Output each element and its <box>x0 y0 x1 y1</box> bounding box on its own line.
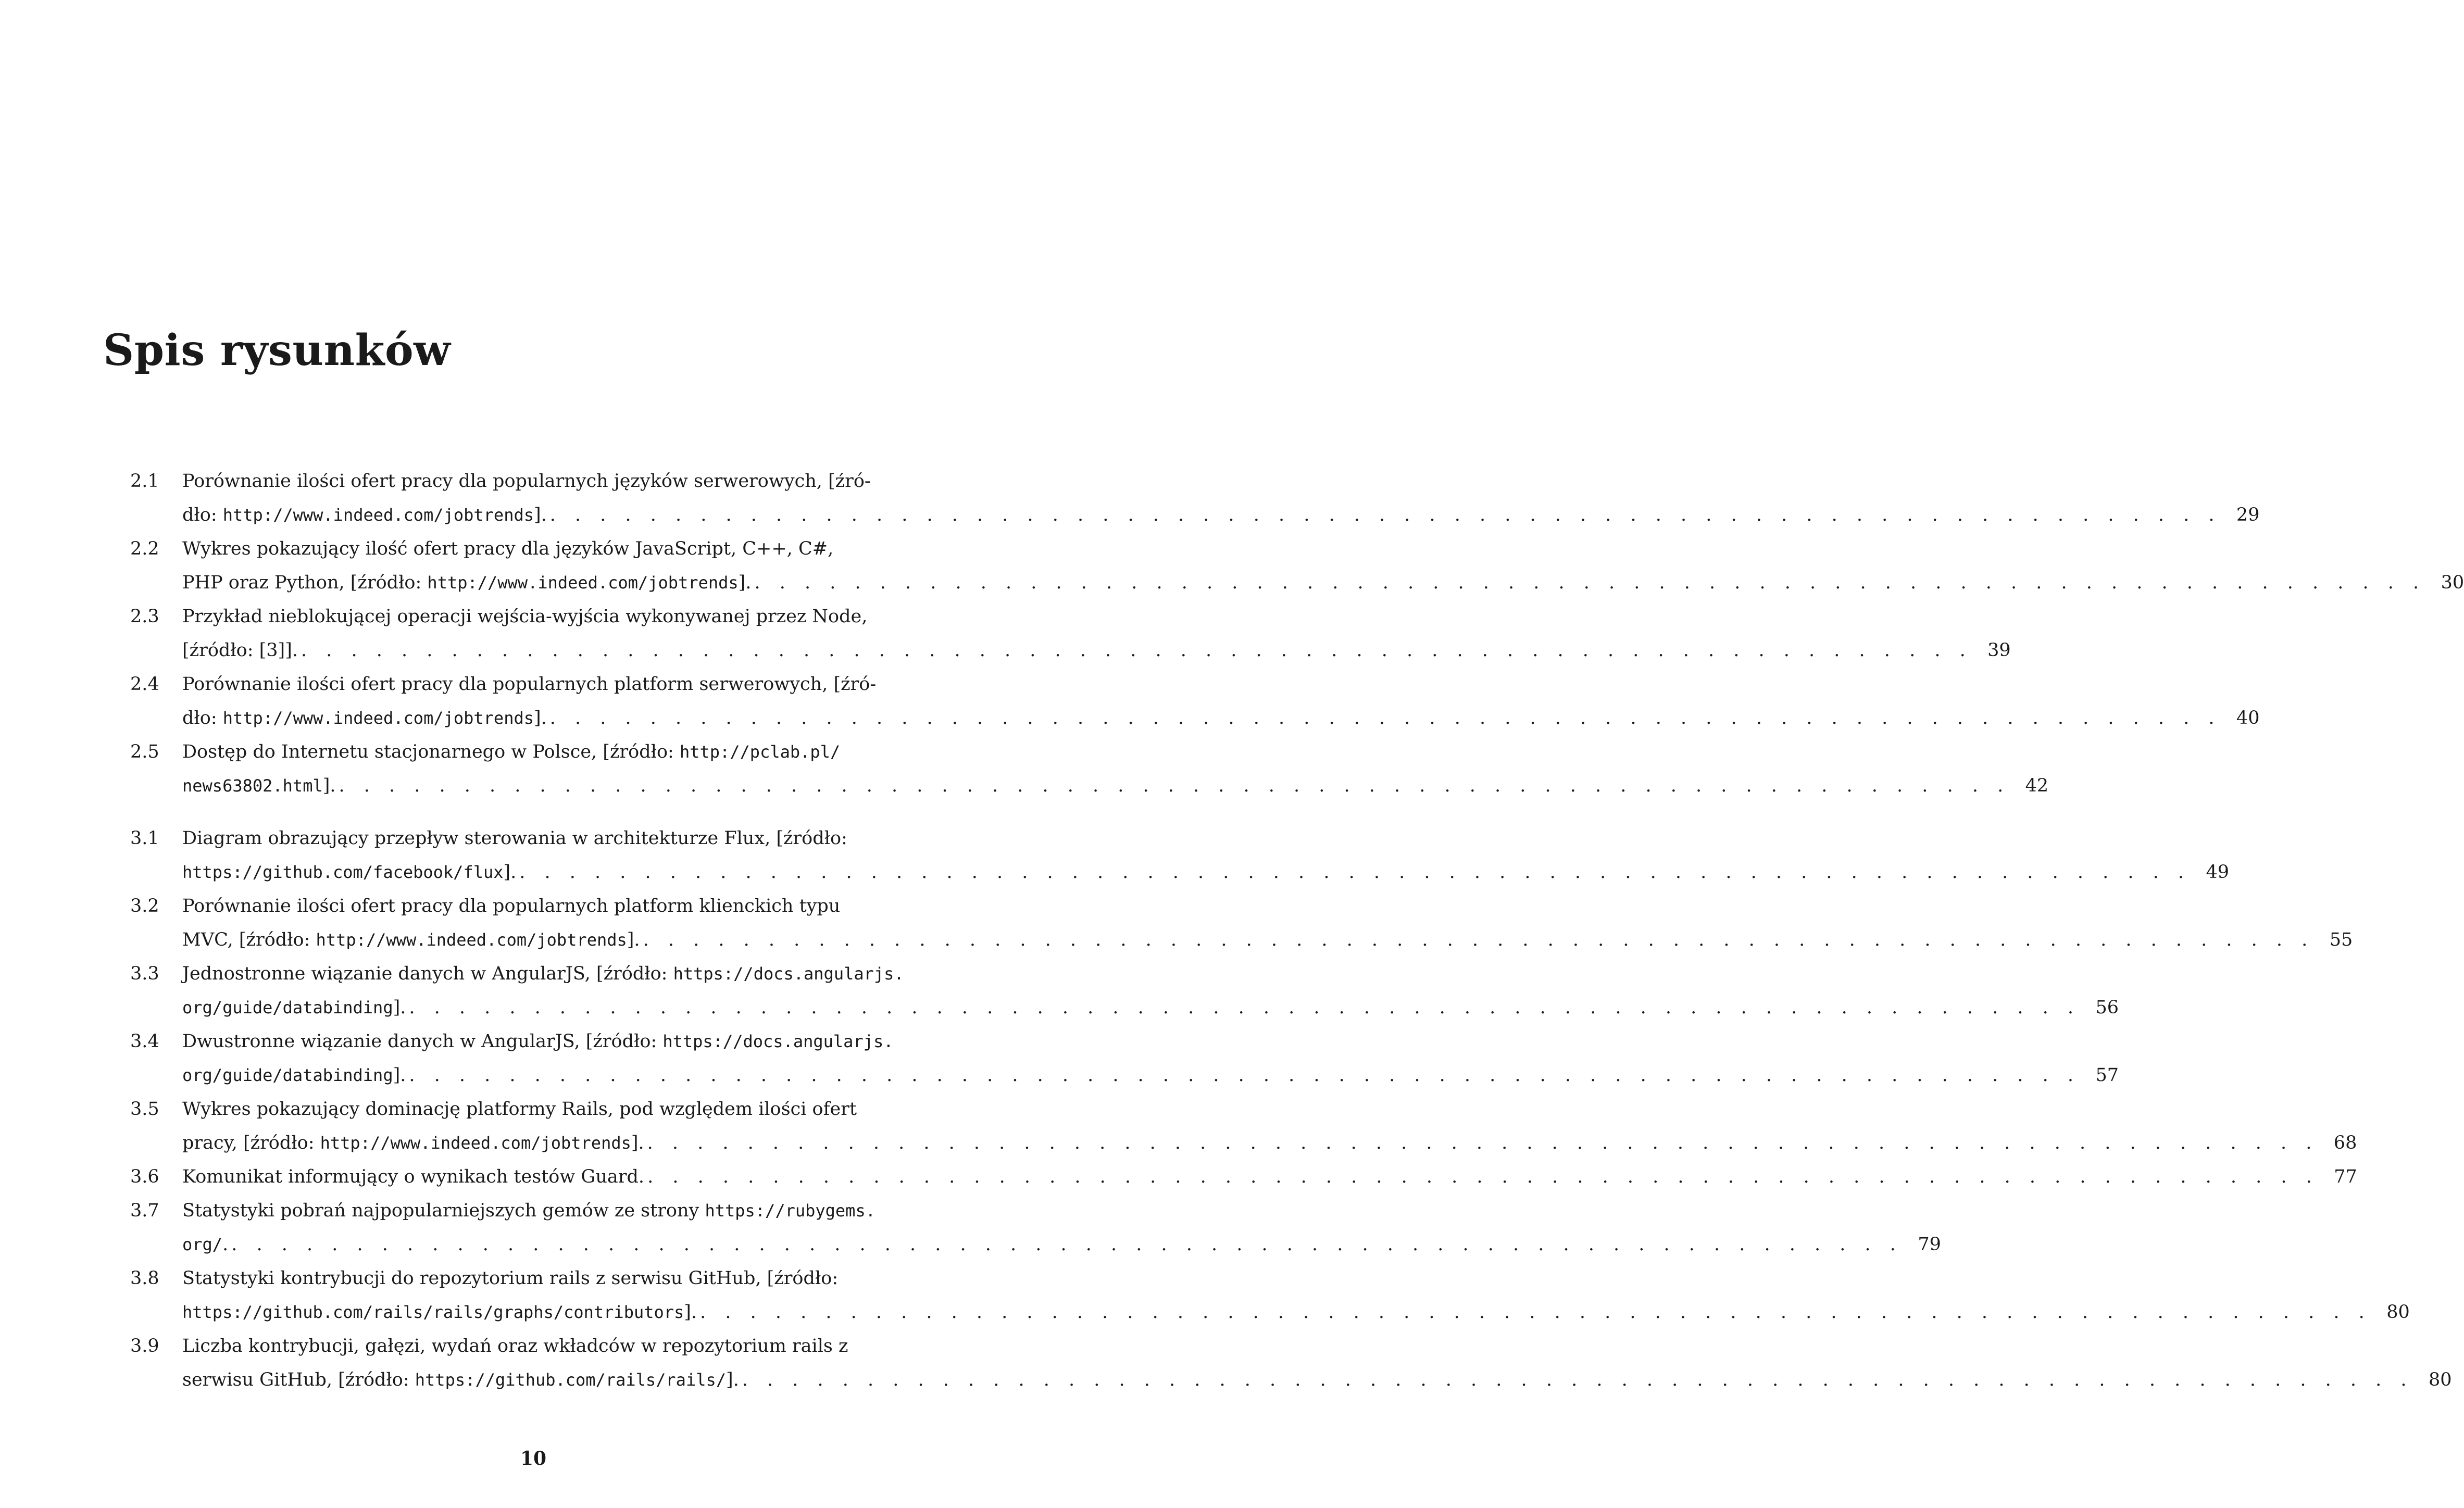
entry-caption-line: Dostęp do Internetu stacjonarnego w Polsce, [źródło: http://pclab.pl/ <box>182 742 841 762</box>
list-item[interactable]: 2.3 Przykład nieblokującej operacji wejścia-wyjścia wykonywanej przez Node, [źródło: [3]]. . . . . . . . . . . . . . . . . . . . . . . . . . . . . . . . . . . . . . . . . . . . . . . . . . . . . . . . . . . . . . . . . . . . 39 <box>130 600 921 668</box>
entry-caption-line: Statystyki pobrań najpopularniejszych gemów ze strony https://rubygems. <box>182 1200 875 1221</box>
figure-number: 3.7 <box>130 1200 159 1221</box>
leader-dots: . . . . . . . . . . . . . . . . . . . . . . . . . . . . . . . . . . . . . . . . . . . . . . . . . . . . . . . . . . . . . . . . . . . <box>754 572 2426 593</box>
source-url[interactable]: news63802.html <box>182 776 323 796</box>
page-ref[interactable]: 79 <box>1918 1234 1941 1255</box>
source-url[interactable]: org/guide/databinding <box>182 1065 393 1085</box>
source-url[interactable]: http://www.indeed.com/jobtrends <box>320 1133 631 1153</box>
figure-number: 3.3 <box>130 963 159 984</box>
page-ref[interactable]: 39 <box>1987 640 2011 661</box>
entry-caption-line: Diagram obrazujący przepływ sterowania w architekturze Flux, [źródło: <box>182 828 847 849</box>
leader-dots: . . . . . . . . . . . . . . . . . . . . . . . . . . . . . . . . . . . . . . . . . . . . . . . . . . . . . . . . . . . . . . . . . . . <box>549 505 2221 525</box>
figure-number: 2.4 <box>130 674 159 695</box>
list-item[interactable]: 3.9 Liczba kontrybucji, gałęzi, wydań oraz wkładców w repozytorium rails z serwisu GitHub, [źródło: https://github.com/rails/rails/]. . . . . . . . . . . . . . . . . . . . . . . . . . . . . . . . . . . . . . . . . . . . . . . . . . . . . . . . . . . . . . . . . . . . 80 <box>130 1329 921 1397</box>
entry-caption-line: Komunikat informujący o wynikach testów Guard. <box>182 1166 645 1187</box>
page-ref[interactable]: 80 <box>2428 1369 2452 1390</box>
entry-caption-line: Przykład nieblokującej operacji wejścia-wyjścia wykonywanej przez Node, <box>182 606 868 627</box>
page-title: Spis rysunków <box>103 325 451 375</box>
page-ref[interactable]: 80 <box>2386 1302 2410 1323</box>
figure-number: 3.2 <box>130 896 159 916</box>
leader-dots: . . . . . . . . . . . . . . . . . . . . . . . . . . . . . . . . . . . . . . . . . . . . . . . . . . . . . . . . . . . . . . . . . . . <box>549 708 2221 728</box>
figure-number: 2.5 <box>130 742 159 762</box>
leader-dots: . . . . . . . . . . . . . . . . . . . . . . . . . . . . . . . . . . . . . . . . . . . . . . . . . . . . . . . . . . . . . . . . . . . <box>742 1369 2413 1390</box>
leader-dots: . . . . . . . . . . . . . . . . . . . . . . . . . . . . . . . . . . . . . . . . . . . . . . . . . . . . . . . . . . . . . . . . . . . <box>339 775 2010 796</box>
entry-caption-line: Liczba kontrybucji, gałęzi, wydań oraz wkładców w repozytorium rails z <box>182 1336 848 1356</box>
leader-dots: . . . . . . . . . . . . . . . . . . . . . . . . . . . . . . . . . . . . . . . . . . . . . . . . . . . . . . . . . . . . . . . . . . . <box>647 1166 2319 1187</box>
entry-caption-line: Wykres pokazujący ilość ofert pracy dla języków JavaScript, C++, C#, <box>182 538 834 559</box>
list-item[interactable] <box>130 1160 2357 1194</box>
page-ref[interactable]: 68 <box>2333 1133 2357 1153</box>
leader-dots: . . . . . . . . . . . . . . . . . . . . . . . . . . . . . . . . . . . . . . . . . . . . . . . . . . . . . . . . . . . . . . . . . . . <box>700 1302 2371 1323</box>
page-number: 10 <box>520 1448 547 1469</box>
entry-caption-line: Wykres pokazujący dominację platformy Rails, pod względem ilości ofert <box>182 1099 857 1120</box>
entry-caption-line: Jednostronne wiązanie danych w AngularJS, [źródło: https://docs.angularjs. <box>182 963 904 984</box>
figure-number: 2.2 <box>130 538 159 559</box>
page-ref[interactable]: 42 <box>2025 775 2049 796</box>
leader-dots: . . . . . . . . . . . . . . . . . . . . . . . . . . . . . . . . . . . . . . . . . . . . . . . . . . . . . . . . . . . . . . . . . . . <box>231 1234 1903 1255</box>
figure-number: 3.8 <box>130 1268 159 1289</box>
source-url[interactable]: https://github.com/rails/rails/graphs/contributors <box>182 1302 684 1322</box>
page-ref[interactable]: 57 <box>2095 1065 2119 1086</box>
list-item[interactable]: 3.1 Diagram obrazujący przepływ sterowania w architekturze Flux, [źródło: https://github.com/facebook/flux]. . . . . . . . . . . . . . . . . . . . . . . . . . . . . . . . . . . . . . . . . . . . . . . . . . . . . . . . . . . . . . . . . . . . 49 <box>130 822 921 889</box>
leader-dots: . . . . . . . . . . . . . . . . . . . . . . . . . . . . . . . . . . . . . . . . . . . . . . . . . . . . . . . . . . . . . . . . . . . <box>643 929 2315 950</box>
leader-dots: . . . . . . . . . . . . . . . . . . . . . . . . . . . . . . . . . . . . . . . . . . . . . . . . . . . . . . . . . . . . . . . . . . . <box>301 640 1972 661</box>
source-url[interactable]: https://github.com/facebook/flux <box>182 862 504 882</box>
figure-number: 3.5 <box>130 1099 159 1120</box>
source-url[interactable]: https://github.com/rails/rails/ <box>415 1370 726 1390</box>
source-url[interactable]: org/ <box>182 1235 223 1254</box>
source-url[interactable]: http://www.indeed.com/jobtrends <box>222 708 534 728</box>
page-ref[interactable]: 56 <box>2095 997 2119 1018</box>
list-item[interactable]: 3.5 Wykres pokazujący dominację platformy Rails, pod względem ilości ofert pracy, [źródło: http://www.indeed.com/jobtrends]. . . . . . . . . . . . . . . . . . . . . . . . . . . . . . . . . . . . . . . . . . . . . . . . . . . . . . . . . . . . . . . . . . . . 68 <box>130 1092 921 1160</box>
page-ref[interactable]: 77 <box>2334 1166 2357 1187</box>
list-item[interactable]: 3.2 Porównanie ilości ofert pracy dla popularnych platform klienckich typu MVC, [źródło: http://www.indeed.com/jobtrends]. . . . . . . . . . . . . . . . . . . . . . . . . . . . . . . . . . . . . . . . . . . . . . . . . . . . . . . . . . . . . . . . . . . . 55 <box>130 889 921 957</box>
list-item[interactable]: 2.4 Porównanie ilości ofert pracy dla popularnych platform serwerowych, [źró- dło: http://www.indeed.com/jobtrends]. . . . . . . . . . . . . . . . . . . . . . . . . . . . . . . . . . . . . . . . . . . . . . . . . . . . . . . . . . . . . . . . . . . . 40 <box>130 668 921 735</box>
list-item[interactable]: 3.3 Jednostronne wiązanie danych w AngularJS, [źródło: https://docs.angularjs. org/guide/databinding]. . . . . . . . . . . . . . . . . . . . . . . . . . . . . . . . . . . . . . . . . . . . . . . . . . . . . . . . . . . . . . . . . . . . 56 <box>130 957 921 1025</box>
list-item[interactable]: 2.5 Dostęp do Internetu stacjonarnego w Polsce, [źródło: http://pclab.pl/ news63802.html]. . . . . . . . . . . . . . . . . . . . . . . . . . . . . . . . . . . . . . . . . . . . . . . . . . . . . . . . . . . . . . . . . . . . 42 <box>130 735 921 803</box>
page-ref[interactable]: 29 <box>2236 505 2260 525</box>
page-ref[interactable]: 30 <box>2441 572 2464 593</box>
source-url[interactable]: https://rubygems. <box>705 1201 875 1221</box>
list-item[interactable]: 3.8 Statystyki kontrybucji do repozytorium rails z serwisu GitHub, [źródło: https://github.com/rails/rails/graphs/contributors]. . . . . . . . . . . . . . . . . . . . . . . . . . . . . . . . . . . . . . . . . . . . . . . . . . . . . . . . . . . . . . . . . . . . 80 <box>130 1262 921 1329</box>
entry-caption-line: Porównanie ilości ofert pracy dla popularnych języków serwerowych, [źró- <box>182 471 871 492</box>
figure-number: 2.3 <box>130 606 159 627</box>
figure-number: 3.1 <box>130 828 159 849</box>
figure-number: 3.6 <box>130 1166 159 1187</box>
page-ref[interactable]: 40 <box>2236 708 2260 728</box>
source-url[interactable]: http://www.indeed.com/jobtrends <box>222 505 534 525</box>
leader-dots: . . . . . . . . . . . . . . . . . . . . . . . . . . . . . . . . . . . . . . . . . . . . . . . . . . . . . . . . . . . . . . . . . . . <box>409 1065 2081 1086</box>
leader-dots: . . . . . . . . . . . . . . . . . . . . . . . . . . . . . . . . . . . . . . . . . . . . . . . . . . . . . . . . . . . . . . . . . . . <box>519 862 2191 883</box>
source-url[interactable]: https://docs.angularjs. <box>662 1032 894 1051</box>
list-item[interactable]: 3.7 Statystyki pobrań najpopularniejszych gemów ze strony https://rubygems. org/. . . . . . . . . . . . . . . . . . . . . . . . . . . . . . . . . . . . . . . . . . . . . . . . . . . . . . . . . . . . . . . . . . . . 79 <box>130 1194 921 1262</box>
leader-dots: . . . . . . . . . . . . . . . . . . . . . . . . . . . . . . . . . . . . . . . . . . . . . . . . . . . . . . . . . . . . . . . . . . . <box>647 1133 2319 1153</box>
source-url[interactable]: https://docs.angularjs. <box>673 964 904 984</box>
source-url[interactable]: http://www.indeed.com/jobtrends <box>427 573 739 593</box>
figure-number: 3.9 <box>130 1336 159 1356</box>
source-url[interactable]: http://pclab.pl/ <box>679 742 841 762</box>
list-of-figures <box>130 464 2464 1397</box>
source-url[interactable]: org/guide/databinding <box>182 998 393 1017</box>
page-ref[interactable]: 49 <box>2206 862 2229 883</box>
leader-dots: . . . . . . . . . . . . . . . . . . . . . . . . . . . . . . . . . . . . . . . . . . . . . . . . . . . . . . . . . . . . . . . . . . . <box>409 997 2081 1018</box>
list-item[interactable]: 2.2 Wykres pokazujący ilość ofert pracy dla języków JavaScript, C++, C#, PHP oraz Python, [źródło: http://www.indeed.com/jobtrends]. . . . . . . . . . . . . . . . . . . . . . . . . . . . . . . . . . . . . . . . . . . . . . . . . . . . . . . . . . . . . . . . . . . . 30 <box>130 532 921 600</box>
list-item[interactable]: 3.4 Dwustronne wiązanie danych w AngularJS, [źródło: https://docs.angularjs. org/guide/databinding]. . . . . . . . . . . . . . . . . . . . . . . . . . . . . . . . . . . . . . . . . . . . . . . . . . . . . . . . . . . . . . . . . . . . 57 <box>130 1025 921 1092</box>
entry-caption-line: Porównanie ilości ofert pracy dla popularnych platform serwerowych, [źró- <box>182 674 877 695</box>
entry-caption-line: Dwustronne wiązanie danych w AngularJS, [źródło: https://docs.angularjs. <box>182 1031 894 1052</box>
entry-caption-line: Porównanie ilości ofert pracy dla popularnych platform klienckich typu <box>182 896 841 916</box>
list-item[interactable]: 2.1 Porównanie ilości ofert pracy dla popularnych języków serwerowych, [źró- dło: http://www.indeed.com/jobtrends]. . . . . . . . . . . . . . . . . . . . . . . . . . . . . . . . . . . . . . . . . . . . . . . . . . . . . . . . . . . . . . . . . . . . 29 <box>130 464 921 532</box>
entry-caption-line: Statystyki kontrybucji do repozytorium rails z serwisu GitHub, [źródło: <box>182 1268 839 1289</box>
figure-number: 3.4 <box>130 1031 159 1052</box>
chapter-separator <box>130 803 921 822</box>
page-ref[interactable]: 55 <box>2329 929 2353 950</box>
source-url[interactable]: http://www.indeed.com/jobtrends <box>316 930 627 950</box>
figure-number: 2.1 <box>130 471 159 492</box>
